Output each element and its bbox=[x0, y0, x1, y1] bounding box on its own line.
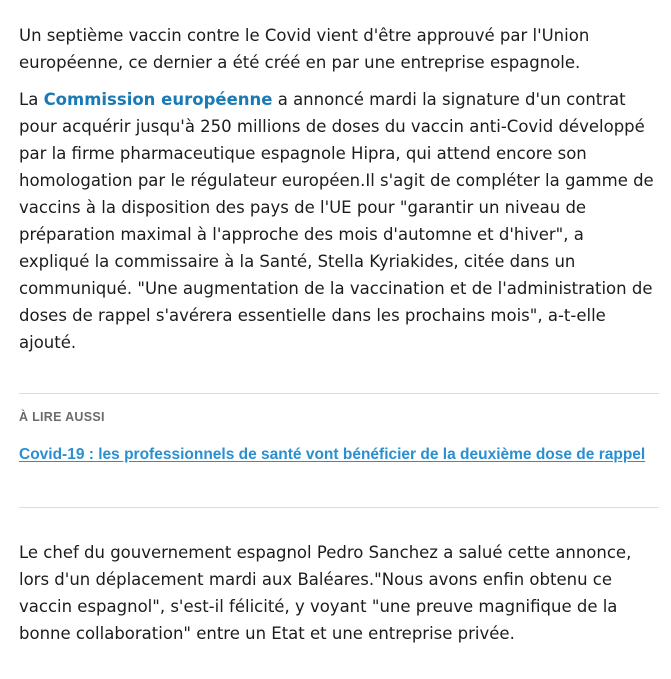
related-article-link[interactable]: Covid-19 : les professionnels de santé vont bénéficier de la deuxième dose de rappel bbox=[19, 446, 646, 463]
article-paragraph-3: Le chef du gouvernement espagnol Pedro Sanchez a salué cette annonce, lors d'un déplacement mardi aux Baléares."Nous avons enfin obtenu ce vaccin espagnol", s'est-il félicité, y voyant "une preuve magnifique de la bonne collaboration" entre un Etat et une entreprise privée. bbox=[19, 543, 632, 643]
paragraph-rest: a annoncé mardi la signature d'un contrat pour acquérir jusqu'à 250 millions de doses du vaccin anti-Covid développé par la firme pharmaceutique espagnole Hipra, qui attend encore son homologation par le régulateur européen.Il s'agit de compléter la gamme de vaccins à la disposition des pays de l'UE pour "garantir un niveau de préparation maximal à l'approche des mois d'automne et d'hiver", a expliqué la commissaire à la Santé, Stella Kyriakides, citée dans un communiqué. "Une augmentation de la vaccination et de l'administration de doses de rappel s'avérera essentielle dans les prochains mois", a-t-elle ajouté. bbox=[19, 90, 654, 352]
article-body bbox=[19, 22, 659, 356]
related-article-box bbox=[19, 393, 659, 508]
paragraph-lead: La bbox=[19, 90, 44, 109]
article-paragraph-2 bbox=[19, 86, 659, 356]
article-body-continued bbox=[19, 539, 659, 647]
related-kicker: À LIRE AUSSI bbox=[19, 410, 105, 424]
article-intro: Un septième vaccin contre le Covid vient d'être approuvé par l'Union européenne, ce dernier a été créé en par une entreprise espagnole. bbox=[19, 26, 590, 72]
commission-europeenne-link[interactable]: Commission européenne bbox=[43, 90, 273, 109]
